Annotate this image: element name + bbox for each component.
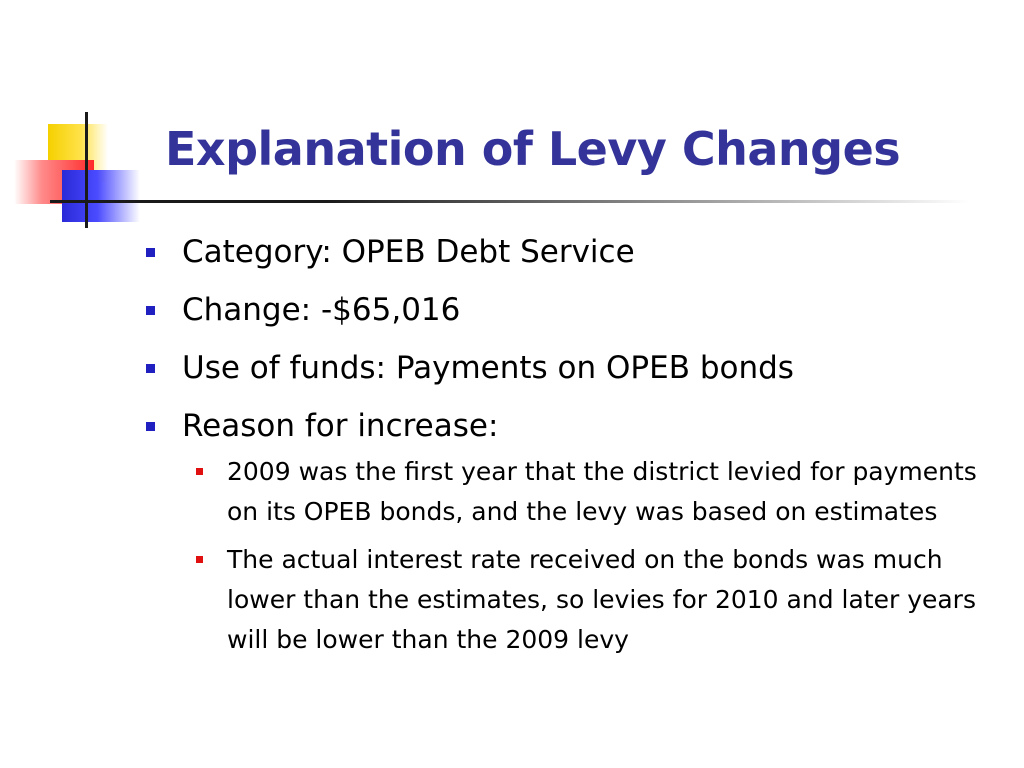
logo-blue-square (62, 170, 140, 222)
square-bullet-icon (146, 248, 155, 257)
sub-bullet-item (182, 452, 1002, 532)
logo-vertical-line (85, 112, 88, 228)
small-square-bullet-icon (196, 468, 203, 475)
bullet-text: Use of funds: Payments on OPEB bonds (182, 350, 794, 386)
bullet-text: Change: -$65,016 (182, 292, 461, 328)
square-bullet-icon (146, 364, 155, 373)
bullet-text: Reason for increase: (182, 408, 499, 444)
small-square-bullet-icon (196, 556, 203, 563)
square-bullet-icon (146, 306, 155, 315)
title-underline (50, 200, 970, 203)
bullet-list (142, 232, 1002, 668)
sub-bullet-text: 2009 was the first year that the district levied for payments on its OPEB bonds, and the levy was based on estimates (227, 457, 977, 526)
sub-bullet-list (182, 452, 1002, 660)
sub-bullet-text: The actual interest rate received on the bonds was much lower than the estimates, so levies for 2010 and later years will be lower than the 2009 levy (227, 545, 976, 654)
bullet-item (142, 348, 1002, 388)
square-bullet-icon (146, 422, 155, 431)
sub-bullet-item (182, 540, 1002, 660)
bullet-item (142, 406, 1002, 660)
bullet-text: Category: OPEB Debt Service (182, 234, 635, 270)
bullet-item (142, 232, 1002, 272)
bullet-item (142, 290, 1002, 330)
slide-title: Explanation of Levy Changes (165, 122, 901, 176)
